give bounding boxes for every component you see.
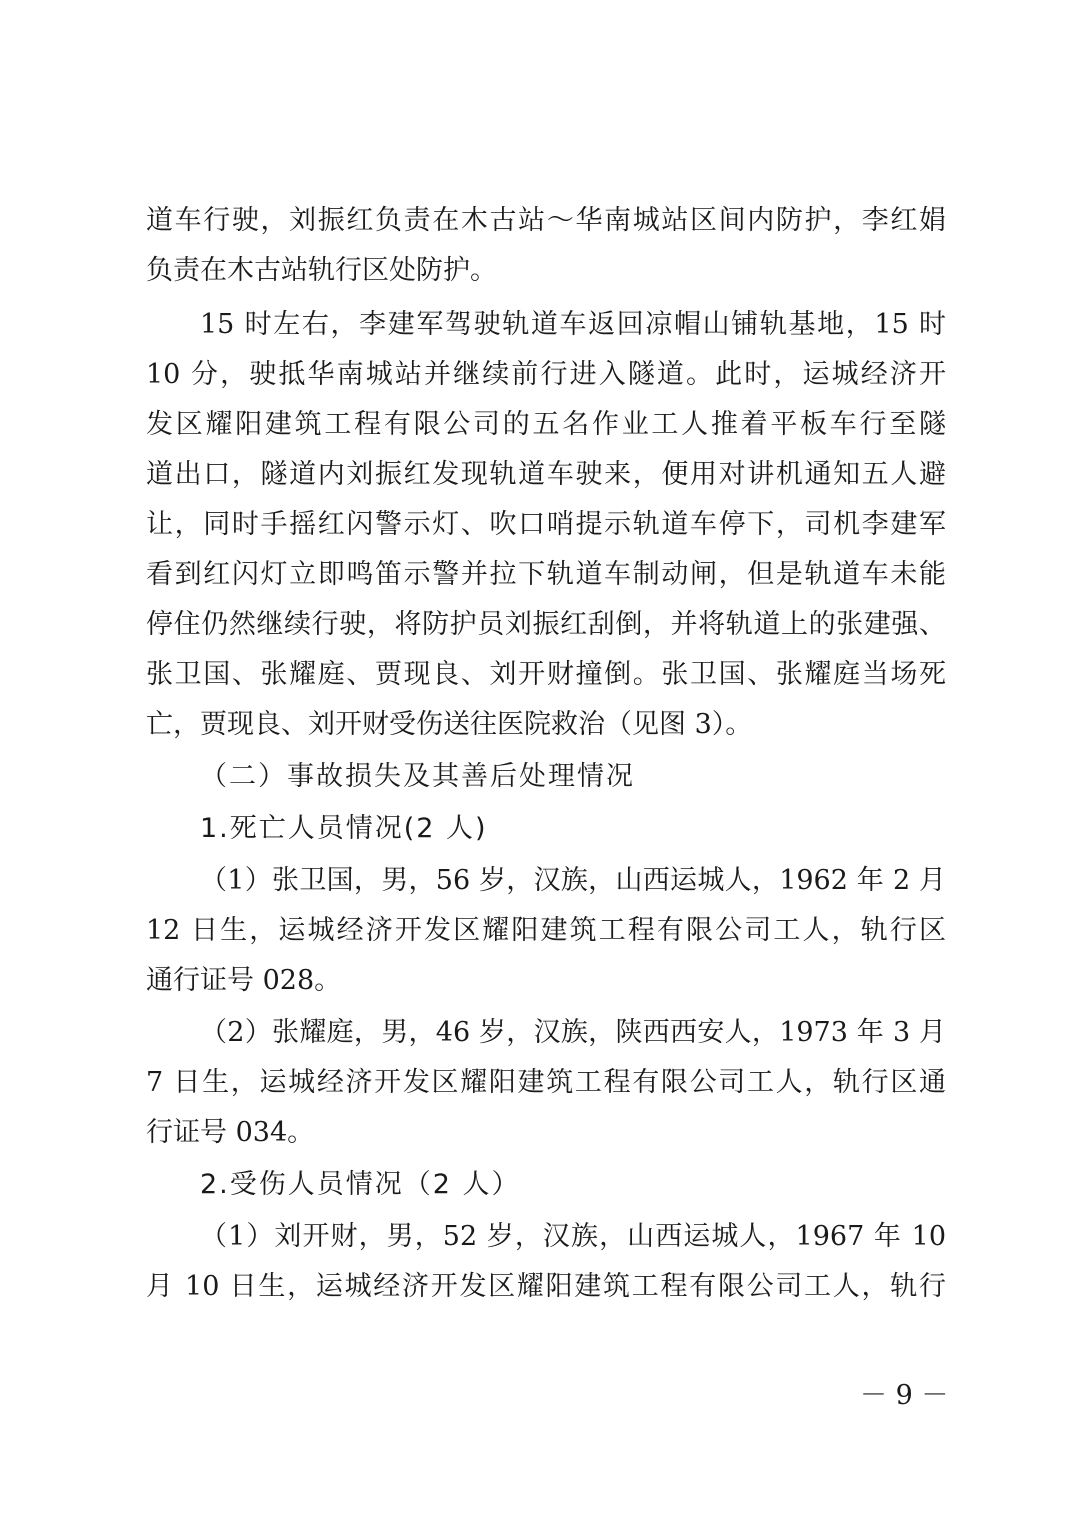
subsection-heading: 1.死亡人员情况(2 人) <box>200 813 488 844</box>
page-number: － 9 － <box>860 1380 949 1411</box>
text-line: 张卫国、张耀庭、贾现良、刘开财撞倒。张卫国、张耀庭当场死 <box>146 659 946 690</box>
text-line: （1）张卫国，男，56 岁，汉族，山西运城人，1962 年 2 月 <box>200 865 946 896</box>
text-line: 10 分，驶抵华南城站并继续前行进入隧道。此时，运城经济开 <box>146 359 946 390</box>
text-line: （2）张耀庭，男，46 岁，汉族，陕西西安人，1973 年 3 月 <box>200 1017 946 1048</box>
text-line: 发区耀阳建筑工程有限公司的五名作业工人推着平板车行至隧 <box>146 409 946 440</box>
text-line: 12 日生，运城经济开发区耀阳建筑工程有限公司工人，轨行区 <box>146 915 946 946</box>
text-line: 道车行驶，刘振红负责在木古站～华南城站区间内防护，李红娟 <box>146 205 946 236</box>
text-line: 看到红闪灯立即鸣笛示警并拉下轨道车制动闸，但是轨道车未能 <box>146 559 946 590</box>
text-line: 通行证号 028。 <box>146 965 342 996</box>
text-line: 15 时左右，李建军驾驶轨道车返回凉帽山铺轨基地，15 时 <box>200 309 946 340</box>
text-line: 月 10 日生，运城经济开发区耀阳建筑工程有限公司工人，轨行 <box>146 1271 946 1302</box>
text-line: 7 日生，运城经济开发区耀阳建筑工程有限公司工人，轨行区通 <box>146 1067 946 1098</box>
text-line: 亡，贾现良、刘开财受伤送往医院救治（见图 3）。 <box>146 709 753 740</box>
text-line: 道出口，隧道内刘振红发现轨道车驶来，便用对讲机通知五人避 <box>146 459 946 490</box>
text-line: 负责在木古站轨行区处防护。 <box>146 255 497 286</box>
section-heading: （二）事故损失及其善后处理情况 <box>200 761 635 792</box>
text-line: 行证号 034。 <box>146 1117 315 1148</box>
text-line: 让，同时手摇红闪警示灯、吹口哨提示轨道车停下，司机李建军 <box>146 509 946 540</box>
text-line: （1）刘开财，男，52 岁，汉族，山西运城人，1967 年 10 <box>200 1221 946 1252</box>
subsection-heading: 2.受伤人员情况（2 人） <box>200 1169 521 1200</box>
text-line: 停住仍然继续行驶，将防护员刘振红刮倒，并将轨道上的张建强、 <box>146 609 946 640</box>
